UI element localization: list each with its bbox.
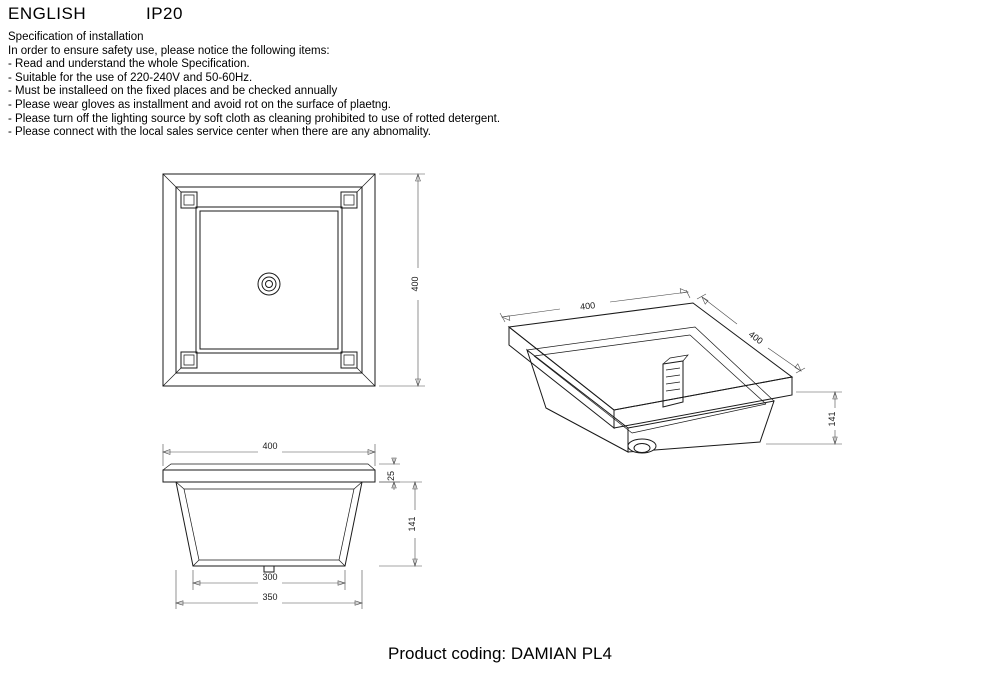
specification-item: - Read and understand the whole Specification.: [8, 58, 250, 71]
front-view-diagram: [163, 441, 422, 609]
top-view-diagram: [163, 174, 425, 386]
isometric-view-diagram: [500, 289, 842, 453]
iso-dimension-141: 141: [827, 411, 837, 427]
front-view-dimension-350: 350: [262, 592, 278, 602]
front-view-dimension-25: 25: [386, 470, 396, 482]
specification-item: - Please connect with the local sales service center when there are any abnomality.: [8, 126, 431, 139]
iso-dimension-400-right: 400: [746, 329, 765, 347]
specification-item: - Please wear gloves as installment and avoid rot on the surface of plaetng.: [8, 98, 391, 111]
ip-rating-label: IP20: [146, 4, 183, 23]
front-view-dimension-141: 141: [407, 516, 417, 532]
specification-intro: In order to ensure safety use, please notice the following items:: [8, 44, 330, 57]
product-coding-label: Product coding: DAMIAN PL4: [388, 644, 612, 663]
front-view-dimension-300: 300: [262, 572, 278, 582]
specification-title: Specification of installation: [8, 31, 144, 43]
front-view-dimension-400: 400: [262, 441, 278, 451]
iso-dimension-400-left: 400: [579, 300, 596, 312]
specification-item: - Please turn off the lighting source by soft cloth as cleaning prohibited to use of rotted detergent.: [8, 112, 501, 125]
specification-item: - Must be installeed on the fixed places and be checked annually: [8, 85, 338, 98]
language-label: ENGLISH: [8, 4, 87, 23]
top-view-dimension-400: 400: [410, 276, 420, 292]
specification-item: - Suitable for the use of 220-240V and 50-60Hz.: [8, 71, 253, 84]
